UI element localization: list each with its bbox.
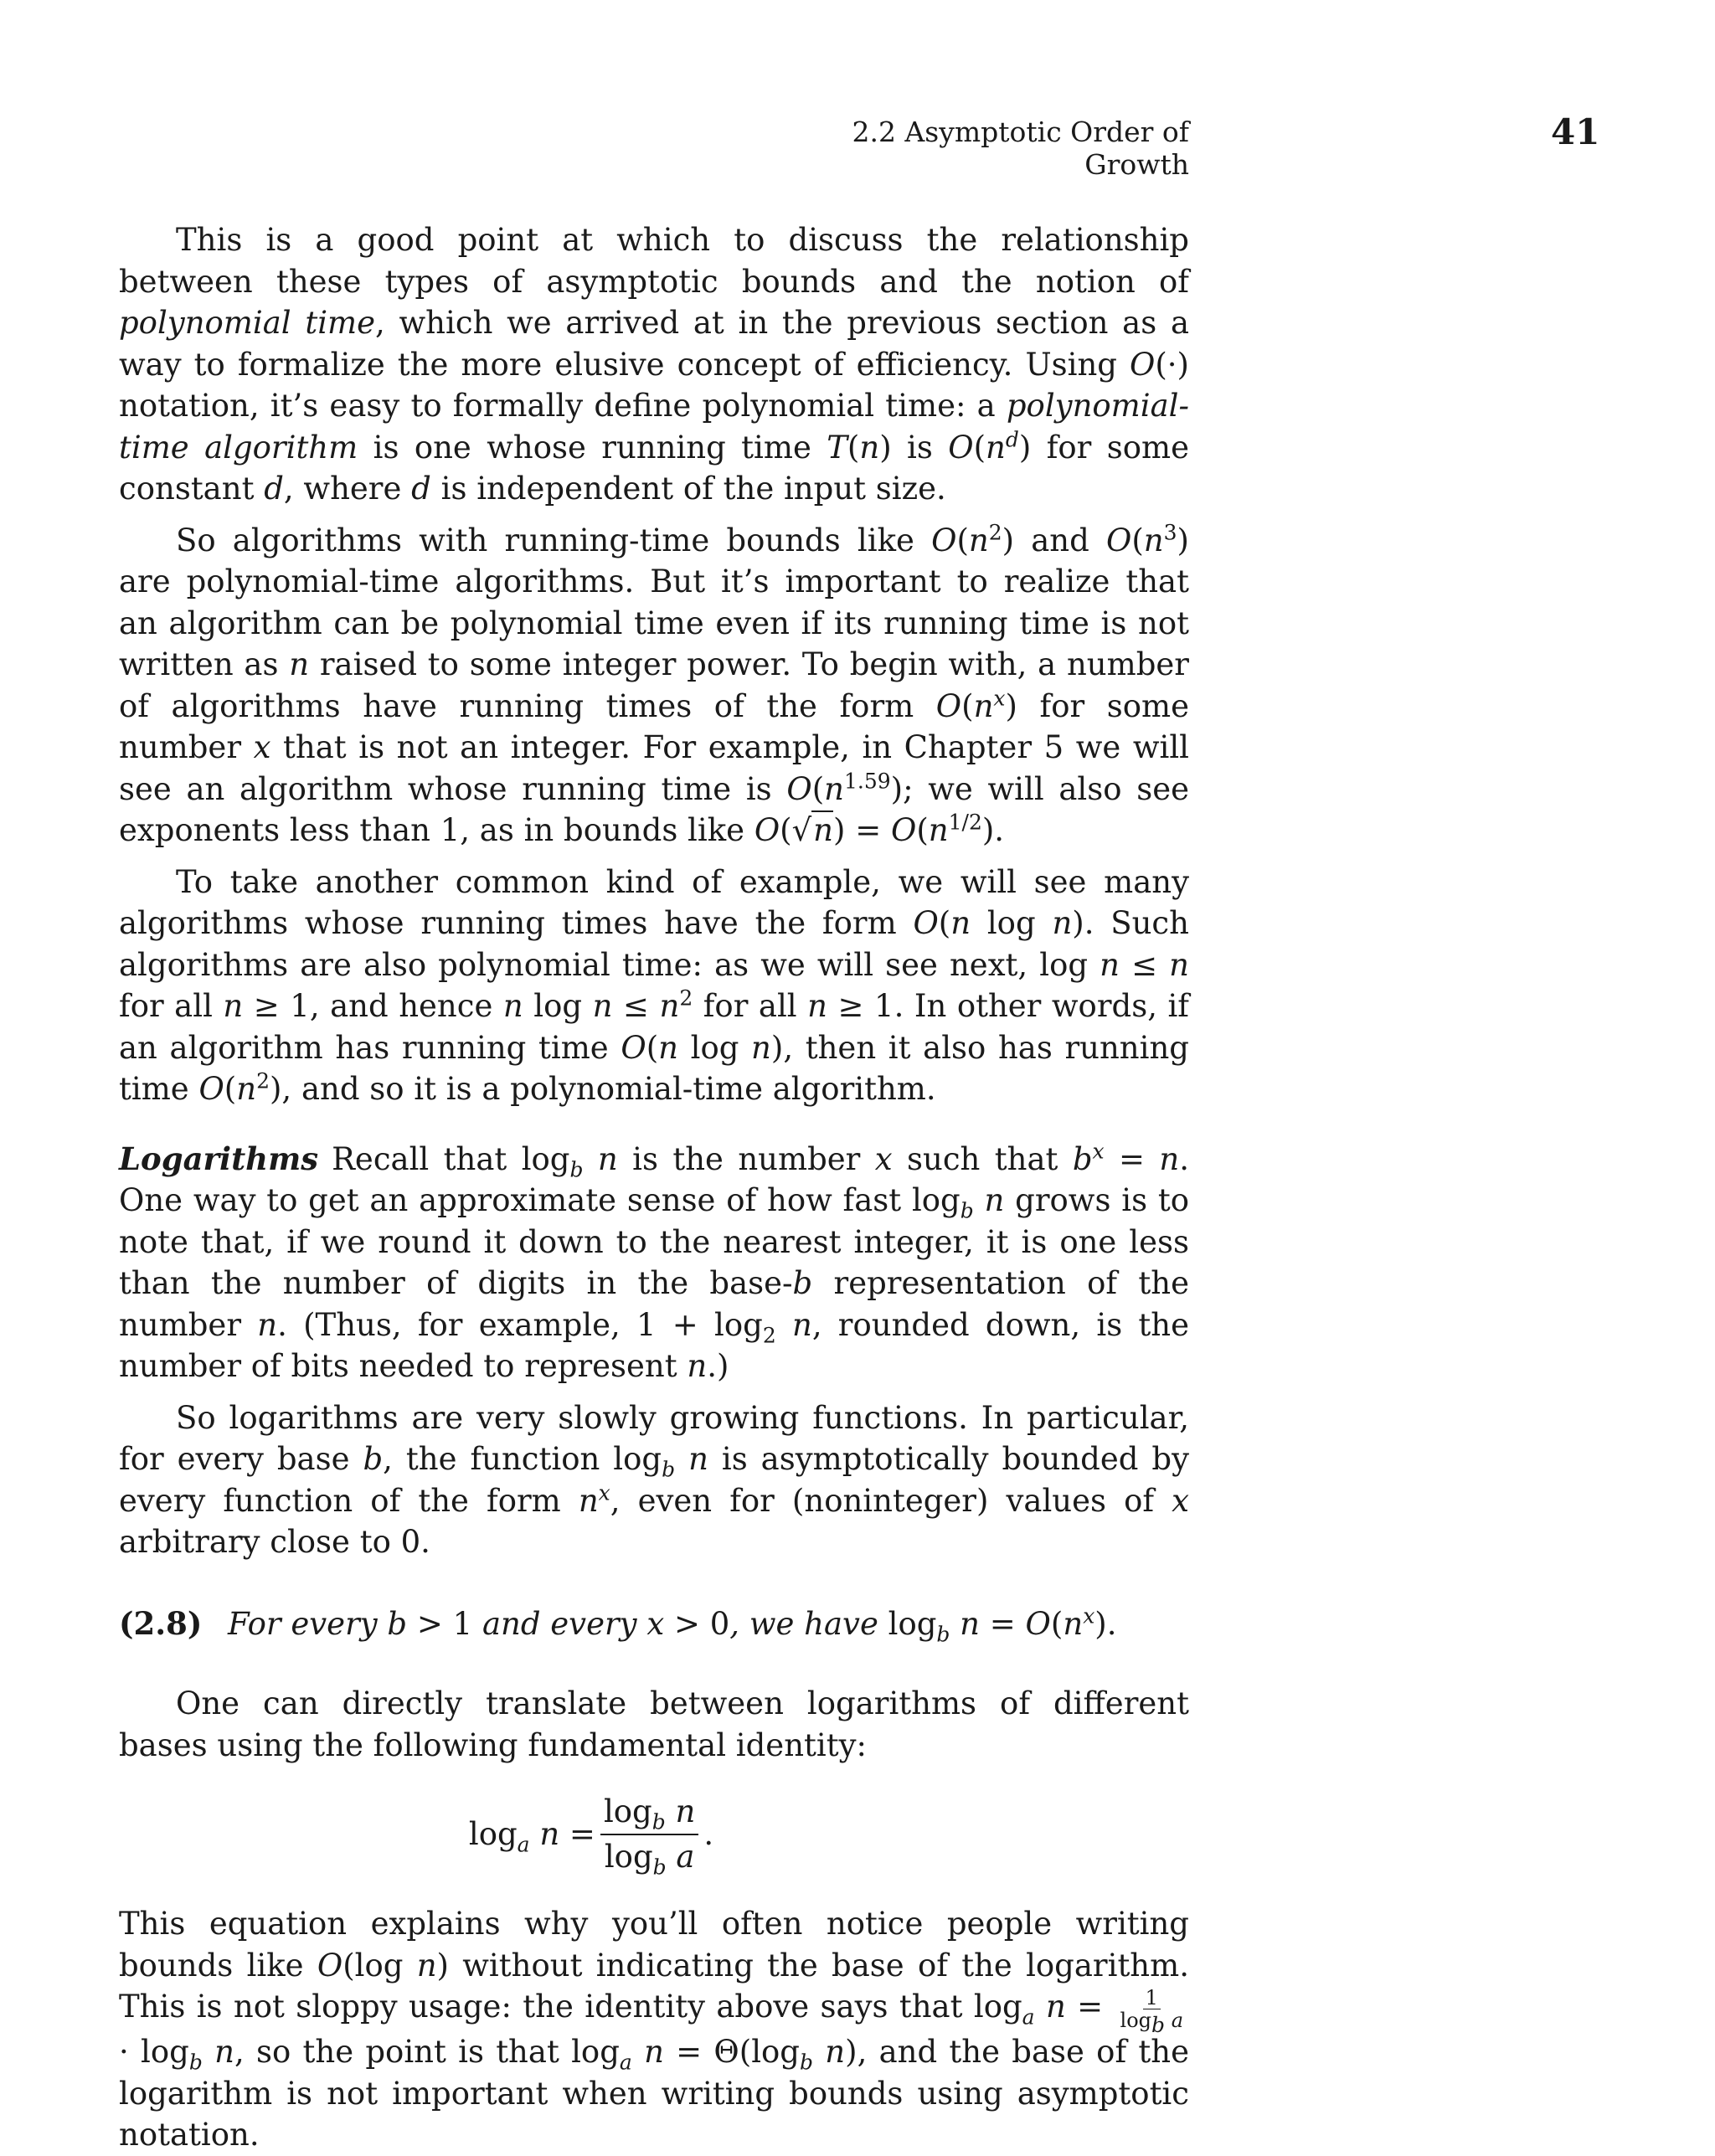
paragraph-polynomial-time: This is a good point at which to discuss the relationship between these types of asymptotic bounds and the notion of polynomial time, which we arrived at in the previous section as a way to formalize the more elusive concept of efficiency. Using O(·) notation, it’s easy to formally define polynomial time: a polynomial-time algorithm is one whose running time T(n) is $O(n^d)$ for some constant d, where d is independent of the input size. xyxy=(119,222,1189,507)
paragraph-change-of-base: One can directly translate between logarithms of different bases using the following fundamental identity: xyxy=(119,1685,1189,1763)
claim-2-8: (2.8) For every b > 1 and every x > 0, we have $\log_b n = O(n^x)$. xyxy=(119,1603,1117,1646)
paragraph-base-irrelevant: This equation explains why you’ll often notice people writing bounds like O(log n) without indicating the base of the logarithm. This is not sloppy usage: the identity above says that $\log_a n$ = $\frac{1}{\log_b a}$ · $\log_b n$, so the point is that $\log_a n = \Theta(\log_b$ n), and the base of the logarithm is not important when writing bounds using asymptotic notation. xyxy=(119,1906,1189,2153)
claim-number: (2.8) xyxy=(119,1604,203,1642)
term-polynomial-time-algorithm: polynomial-time algorithm xyxy=(119,388,1189,466)
small-fraction: $\frac{1}{\log_b a}$ xyxy=(1120,1986,1183,2037)
fraction: $\frac{\log_b n}{\log_b a}$ xyxy=(600,1790,698,1879)
paragraph-n-log-n: To take another common kind of example, we will see many algorithms whose running times have the form O(n log n). Such algorithms are also polynomial time: as we will see next, log n ≤ n for all n ≥ 1, and hence n $\log n \le n^2$ for all n ≥ 1. In other words, if an algorithm has running time O(n log n), then it also has running time $O(n^2)$, and so it is a polynomial-time algorithm. xyxy=(119,863,1190,1107)
paragraph-logarithms: Logarithms Recall that $\log_b n$ is the number x such that $b^x = n$. One way to get an approximate sense of how fast $\log_b n$ grows is to note that, if we round it down to the nearest integer, it is one less than the number of digits in the base-b representation of the number n. (Thus, for example, $1 + \log_2 n$, rounded down, is the number of bits needed to represent n.) xyxy=(119,1139,1190,1384)
paragraph-slow-growth: So logarithms are very slowly growing functions. In particular, for every base b, the function $\log_b n$ is asymptotically bounded by every function of the form $n^x$, even for (noninteger) values of x arbitrary close to 0. xyxy=(119,1399,1189,1560)
term-polynomial-time: polynomial time xyxy=(119,305,376,341)
paragraph-noninteger-exponents: So algorithms with running-time bounds like $O(n^2)$ and $O(n^3)$ are polynomial-time algorithms. But it’s important to realize that an algorithm can be polynomial time even if its running time is not written as n raised to some integer power. To begin with, a number of algorithms have running times of the form $O(n^x)$ for some number x that is not an integer. For example, in Chapter 5 we will see an algorithm whose running time is $O(n^{1.59})$; we will also see exponents less than 1, as in bounds like $O(√n) = O(n^{1/2})$. xyxy=(119,520,1190,848)
running-head: 2.2 Asymptotic Order of Growth xyxy=(852,116,1189,181)
page-number: 41 xyxy=(1551,111,1600,152)
equation-change-of-base: $\log_a n$ = $\frac{\log_b n}{\log_b a}$ . xyxy=(119,1784,1189,1885)
section-heading-logarithms: Logarithms xyxy=(119,1140,319,1177)
page-body xyxy=(119,219,1189,2156)
